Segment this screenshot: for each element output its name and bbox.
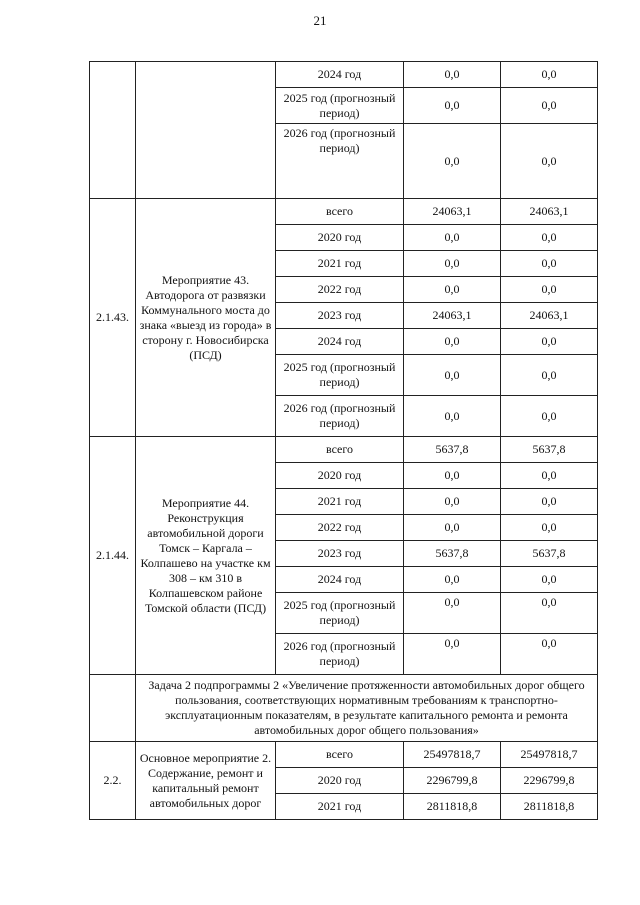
value-cell: 0,0: [501, 593, 598, 634]
value-cell: 5637,8: [404, 541, 501, 567]
table-row: [90, 199, 598, 225]
table-row: [90, 742, 598, 768]
value-cell: 25497818,7: [501, 742, 598, 768]
year-cell: 2020 год: [276, 225, 404, 251]
value-cell: 0,0: [404, 124, 501, 199]
year-cell: 2022 год: [276, 277, 404, 303]
value-cell: 0,0: [501, 489, 598, 515]
year-cell: 2020 год: [276, 463, 404, 489]
row-code-cell: 2.1.43.: [90, 199, 136, 437]
value-cell: 0,0: [404, 329, 501, 355]
value-cell: 0,0: [501, 251, 598, 277]
value-cell: 0,0: [404, 396, 501, 437]
year-cell: 2023 год: [276, 541, 404, 567]
value-cell: 0,0: [501, 463, 598, 489]
table-row: [90, 675, 598, 742]
value-cell: 2296799,8: [404, 768, 501, 794]
page-number: 21: [313, 13, 327, 28]
year-cell: всего: [276, 742, 404, 768]
value-cell: 0,0: [404, 355, 501, 396]
row-code-cell: 2.2.: [90, 742, 136, 820]
value-cell: 2296799,8: [501, 768, 598, 794]
year-cell: 2024 год: [276, 567, 404, 593]
year-cell: 2020 год: [276, 768, 404, 794]
value-cell: 0,0: [501, 355, 598, 396]
value-cell: 24063,1: [501, 303, 598, 329]
year-cell: 2026 год (прогнозный период): [276, 634, 404, 675]
value-cell: 0,0: [501, 515, 598, 541]
year-cell: 2025 год (прогнозный период): [276, 355, 404, 396]
year-cell: 2021 год: [276, 251, 404, 277]
value-cell: 0,0: [501, 88, 598, 124]
value-cell: 2811818,8: [501, 794, 598, 820]
task-heading: Задача 2 подпрограммы 2 «Увеличение протяженности автомобильных дорог общего пользования, соответствующих нормативным требованиям к транспортно-эксплуатационным показателям, в результате капитального ремонта и ремонта автомобильных дорог общего пользования»: [136, 675, 598, 742]
year-cell: 2025 год (прогнозный период): [276, 88, 404, 124]
value-cell: 0,0: [501, 634, 598, 675]
value-cell: 0,0: [404, 62, 501, 88]
value-cell: 5637,8: [501, 437, 598, 463]
year-cell: всего: [276, 437, 404, 463]
year-cell: 2021 год: [276, 489, 404, 515]
value-cell: 0,0: [501, 396, 598, 437]
value-cell: 0,0: [404, 277, 501, 303]
row-description-cell: Основное мероприятие 2. Содержание, ремонт и капитальный ремонт автомобильных дорог: [136, 742, 276, 820]
year-cell: всего: [276, 199, 404, 225]
year-cell: 2021 год: [276, 794, 404, 820]
value-cell: 5637,8: [501, 541, 598, 567]
value-cell: 0,0: [501, 567, 598, 593]
table-row: [90, 437, 598, 463]
value-cell: 0,0: [501, 277, 598, 303]
value-cell: 0,0: [404, 567, 501, 593]
value-cell: 0,0: [404, 515, 501, 541]
empty-cell: [90, 675, 136, 742]
year-cell: 2024 год: [276, 329, 404, 355]
value-cell: 24063,1: [404, 303, 501, 329]
value-cell: 25497818,7: [404, 742, 501, 768]
value-cell: 0,0: [404, 463, 501, 489]
budget-table: [89, 61, 598, 820]
year-cell: 2026 год (прогнозный период): [276, 124, 404, 199]
year-cell: 2026 год (прогнозный период): [276, 396, 404, 437]
value-cell: 24063,1: [501, 199, 598, 225]
year-cell: 2025 год (прогнозный период): [276, 593, 404, 634]
value-cell: 0,0: [404, 251, 501, 277]
value-cell: 0,0: [404, 489, 501, 515]
value-cell: 2811818,8: [404, 794, 501, 820]
value-cell: 5637,8: [404, 437, 501, 463]
value-cell: 0,0: [404, 634, 501, 675]
row-code-cell: [90, 62, 136, 199]
year-cell: 2022 год: [276, 515, 404, 541]
year-cell: 2023 год: [276, 303, 404, 329]
value-cell: 0,0: [404, 593, 501, 634]
row-description-cell: Мероприятие 43. Автодорога от развязки Коммунального моста до знака «выезд из города» в сторону г. Новосибирска (ПСД): [136, 199, 276, 437]
year-cell: 2024 год: [276, 62, 404, 88]
value-cell: 0,0: [501, 225, 598, 251]
value-cell: 0,0: [501, 329, 598, 355]
table-row: [90, 62, 598, 88]
value-cell: 0,0: [404, 88, 501, 124]
row-code-cell: 2.1.44.: [90, 437, 136, 675]
value-cell: 24063,1: [404, 199, 501, 225]
value-cell: 0,0: [501, 62, 598, 88]
row-description-cell: Мероприятие 44. Реконструкция автомобильной дороги Томск – Каргала – Колпашево на участке км 308 – км 310 в Колпашевском районе Томской области (ПСД): [136, 437, 276, 675]
value-cell: 0,0: [501, 124, 598, 199]
value-cell: 0,0: [404, 225, 501, 251]
row-description-cell: [136, 62, 276, 199]
